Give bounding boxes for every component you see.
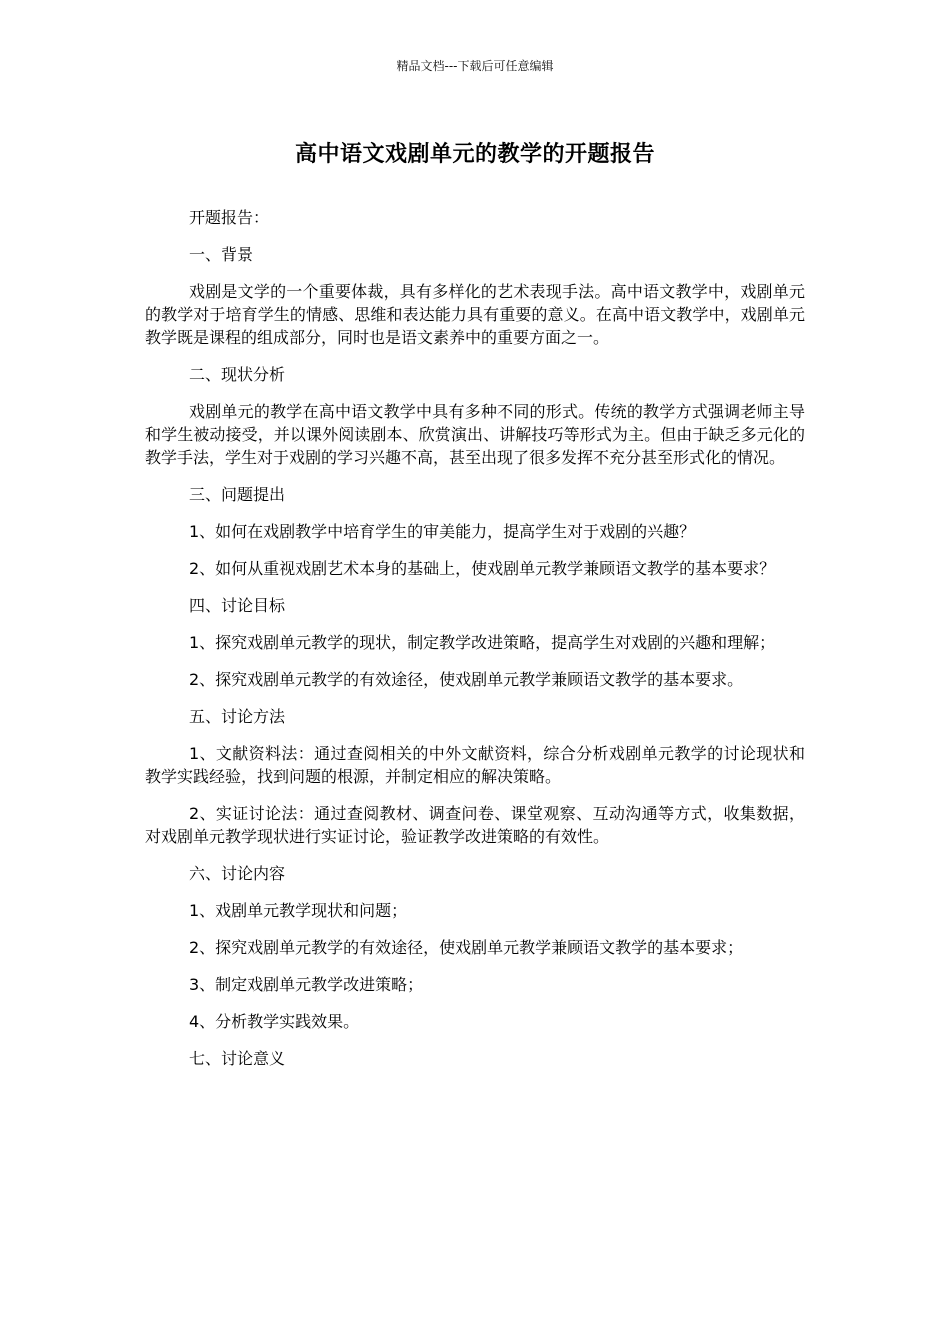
method-item-2: 2、实证讨论法：通过查阅教材、调查问卷、课堂观察、互动沟通等方式，收集数据，对戏剧单元教学现状进行实证讨论，验证教学改进策略的有效性。 — [145, 804, 805, 846]
heading-goals: 四、讨论目标 — [189, 596, 286, 615]
document-body — [145, 206, 805, 1084]
heading-status-analysis: 二、现状分析 — [189, 365, 286, 384]
paragraph-status-analysis: 戏剧单元的教学在高中语文教学中具有多种不同的形式。传统的教学方式强调老师主导和学生被动接受，并以课外阅读剧本、欣赏演出、讲解技巧等形式为主。但由于缺乏多元化的教学手法，学生对于戏剧的学习兴趣不高，甚至出现了很多发挥不充分甚至形式化的情况。 — [145, 402, 805, 467]
problem-item-2: 2、如何从重视戏剧艺术本身的基础上，使戏剧单元教学兼顾语文教学的基本要求？ — [189, 559, 776, 578]
heading-background: 一、背景 — [189, 245, 254, 264]
heading-problems: 三、问题提出 — [189, 485, 286, 504]
content-item-3: 3、制定戏剧单元教学改进策略； — [189, 975, 424, 994]
header-note: 精品文档---下载后可任意编辑 — [396, 59, 554, 73]
content-item-4: 4、分析教学实践效果。 — [189, 1012, 360, 1031]
content-item-1: 1、戏剧单元教学现状和问题； — [189, 901, 408, 920]
problem-item-1: 1、如何在戏剧教学中培育学生的审美能力，提高学生对于戏剧的兴趣？ — [189, 522, 696, 541]
paragraph-report-label: 开题报告： — [189, 208, 270, 227]
heading-significance: 七、讨论意义 — [189, 1049, 286, 1068]
content-item-2: 2、探究戏剧单元教学的有效途径，使戏剧单元教学兼顾语文教学的基本要求； — [189, 938, 744, 957]
goal-item-1: 1、探究戏剧单元教学的现状，制定教学改进策略，提高学生对戏剧的兴趣和理解； — [189, 633, 776, 652]
heading-content: 六、讨论内容 — [189, 864, 286, 883]
document-title: 高中语文戏剧单元的教学的开题报告 — [294, 142, 655, 167]
paragraph-background: 戏剧是文学的一个重要体裁，具有多样化的艺术表现手法。高中语文教学中，戏剧单元的教学对于培育学生的情感、思维和表达能力具有重要的意义。在高中语文教学中，戏剧单元教学既是课程的组成部分，同时也是语文素养中的重要方面之一。 — [145, 282, 805, 347]
method-item-1: 1、文献资料法：通过查阅相关的中外文献资料，综合分析戏剧单元教学的讨论现状和教学实践经验，找到问题的根源，并制定相应的解决策略。 — [145, 744, 805, 786]
heading-methods: 五、讨论方法 — [189, 707, 286, 726]
goal-item-2: 2、探究戏剧单元教学的有效途径，使戏剧单元教学兼顾语文教学的基本要求。 — [189, 670, 744, 689]
